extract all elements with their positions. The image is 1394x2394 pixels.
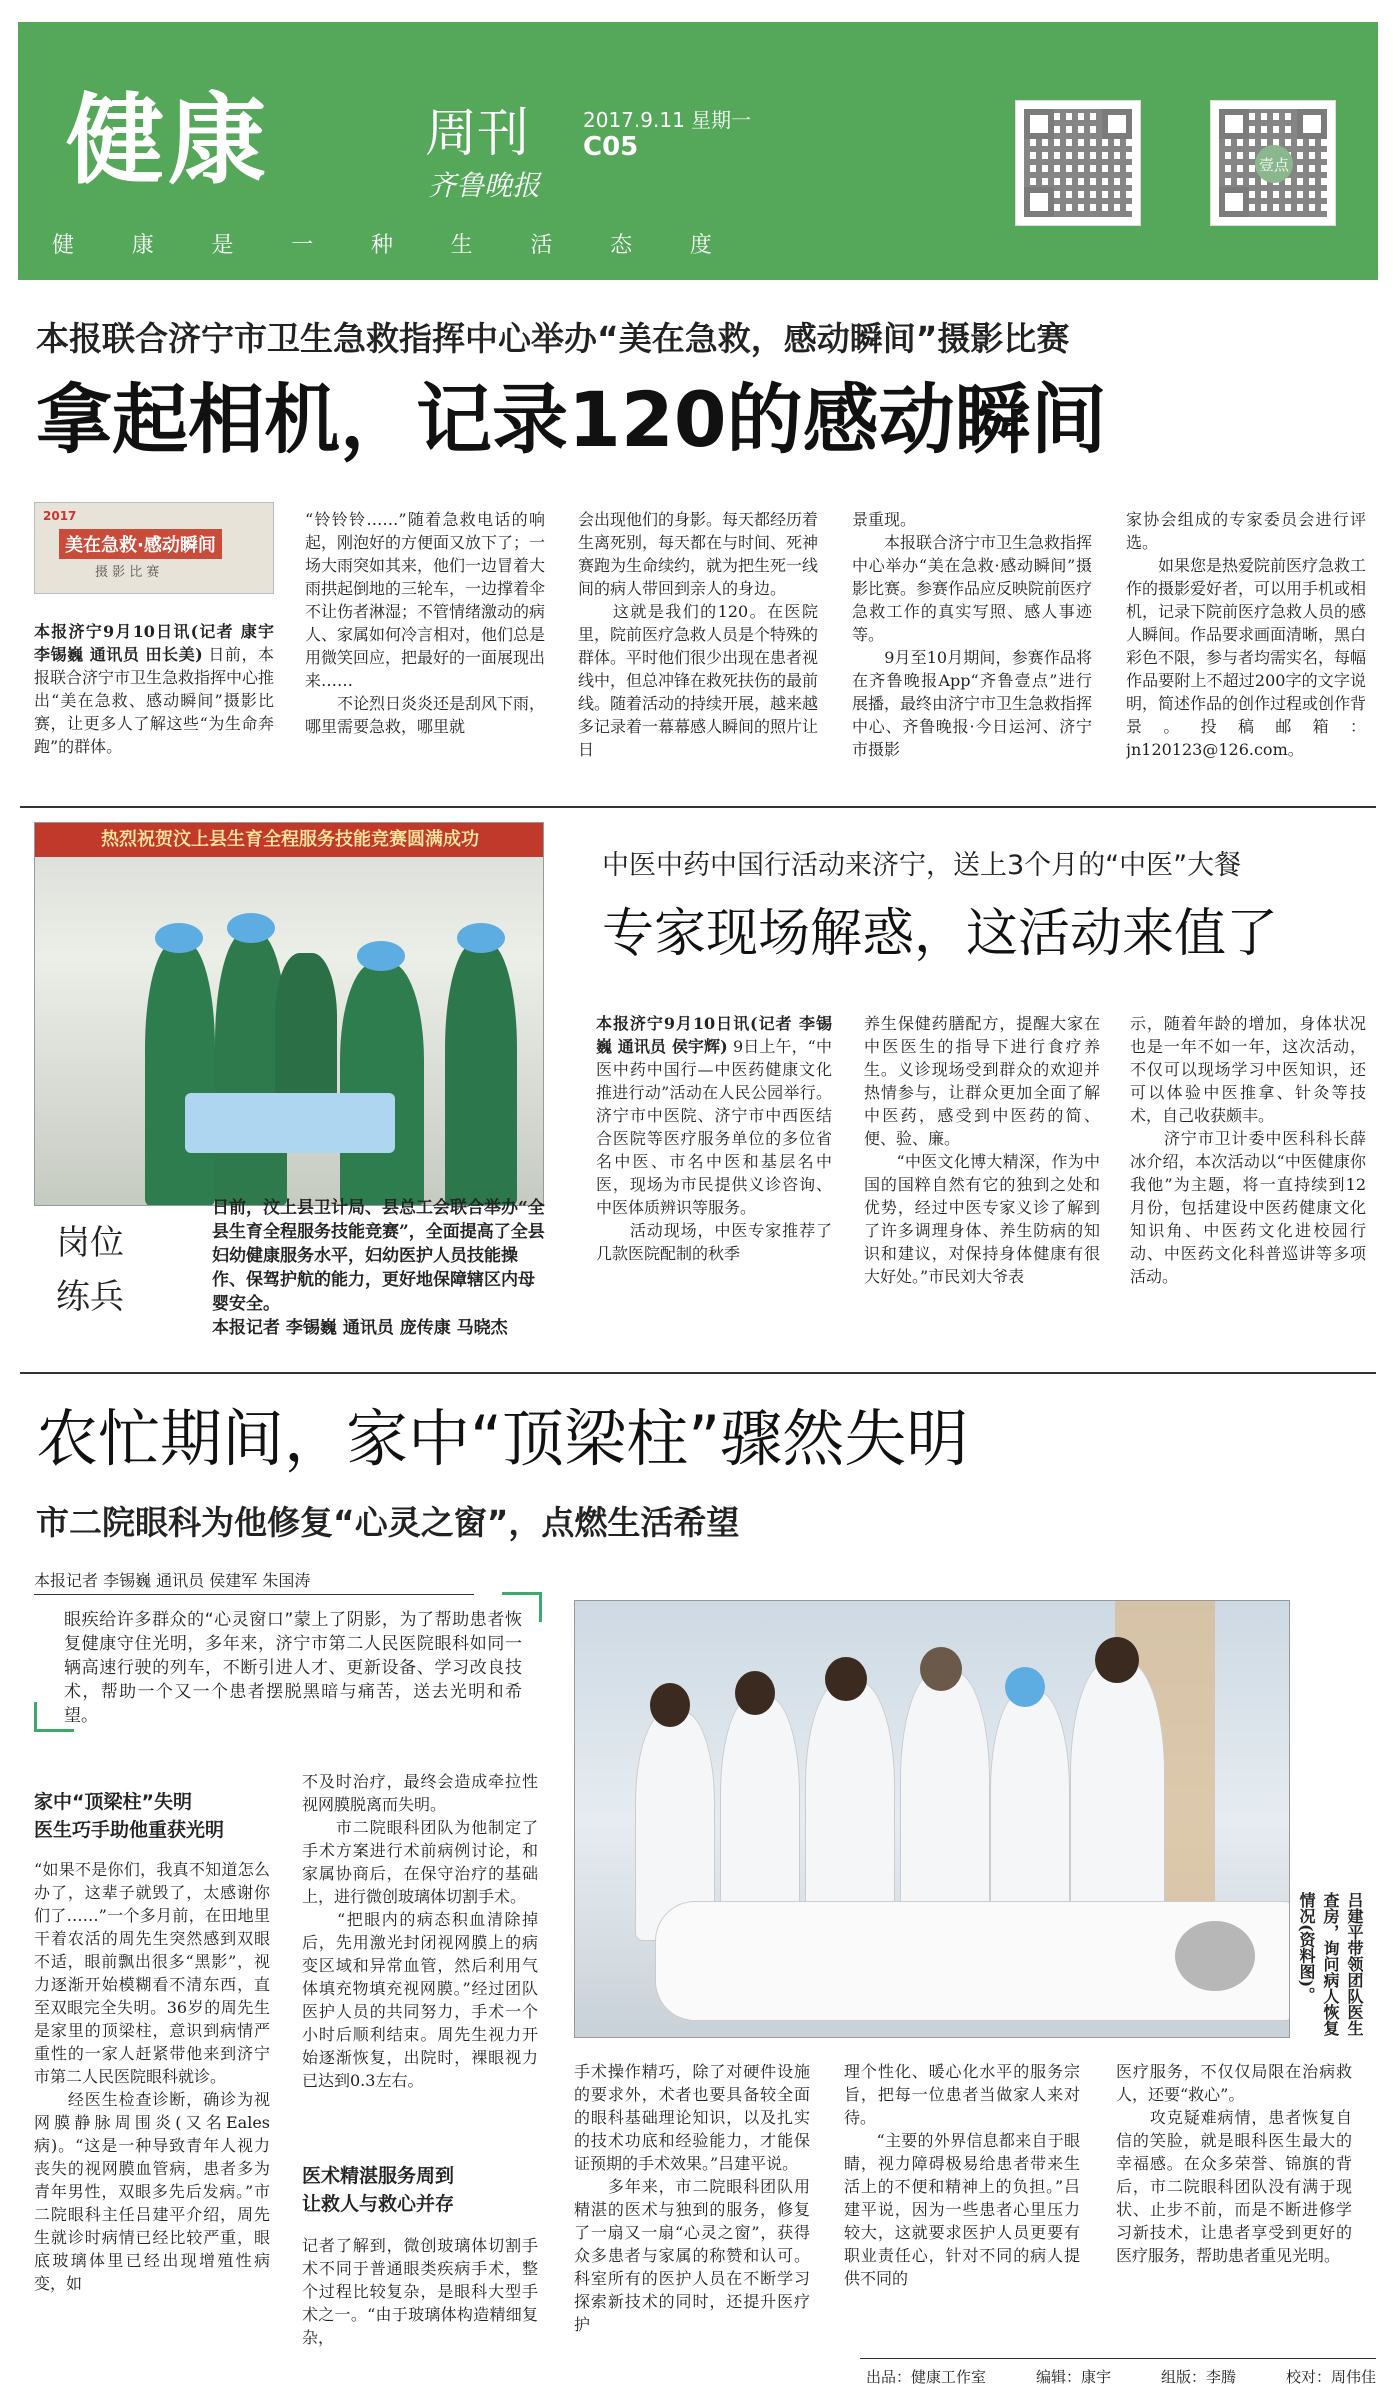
masthead-slogan: 健 康 是 一 种 生 活 态 度 (52, 233, 712, 258)
skills-competition-photo (34, 822, 544, 1206)
qilu-yidian-logo: 壹点 (1255, 145, 1293, 183)
article3-column-4: 理个性化、暖心化水平的服务宗旨，把每一位患者当做家人来对待。 “主要的外界信息都来自于眼睛，视力障碍极易给患者带来生活上的不便和精神上的负担。”吕建平说，因为一些患者心里压力较大，这就要求医护人员更要有职业责任心，针对不同的病人提供不同的 (844, 2062, 1080, 2288)
footer-proof: 校对：周伟佳 (1285, 2368, 1376, 2386)
article3-subhead-2: 医术精湛服务周到 让救人与救心并存 (302, 2165, 455, 2215)
article2-kicker: 中医中药中国行活动来济宁，送上3个月的“中医”大餐 (602, 850, 1242, 881)
article3-subheadline: 市二院眼科为他修复“心灵之窗”，点燃生活希望 (36, 1503, 740, 1542)
photo-banner: 热烈祝贺汶上县生育全程服务技能竞赛圆满成功 (35, 823, 544, 857)
article3-headline: 农忙期间，家中“顶梁柱”骤然失明 (36, 1402, 969, 1475)
article3-column-2: 不及时治疗，最终会造成牵拉性视网膜脱离而失明。 市二院眼科团队为他制定了手术方案进行术前病例讨论，和家属协商后，在保守治疗的基础上，进行微创玻璃体切割手术。 “把眼内的病态积血清除掉后，先用激光封闭视网膜上的病变区域和异常血管，然后利用气体填充物填充视网膜。”经过团队医护人员的共同努力，手术一个小时后顺利结束。周先生视力开始逐渐恢复，出院时，裸眼视力已达到0.3左右。 (302, 1772, 538, 2090)
contest-banner-image: 2017 美在急救·感动瞬间 摄 影 比 赛 (34, 502, 274, 594)
article1-kicker: 本报联合济宁市卫生急救指挥中心举办“美在急救，感动瞬间”摄影比赛 (36, 319, 1070, 358)
article1-column-3: 会出现他们的身影。每天都经历着生离死别，每天都在与时间、死神赛跑为生命续约，就为把生死一线间的病人带回到亲人的身边。 这就是我们的120。在医院里，院前医疗急救人员是个特殊的群体。平时他们很少出现在患者视线中，但总冲锋在救死扶伤的最前线。随着活动的持续开展，越来越多记录着一幕幕感人瞬间的照片让日 (578, 510, 818, 759)
page-number: C05 (583, 132, 639, 162)
photo-section-title: 岗位 练兵 (56, 1223, 124, 1317)
ward-round-caption: 吕建平带领团队医生查房，询问病人恢复情况(资料图)。 (1297, 1892, 1364, 2036)
issue-date: 2017.9.11 星期一 (583, 108, 752, 132)
article2-column-1: 本报济宁9月10日讯(记者 李锡巍 通讯员 侯宇辉) 9日上午，“中医中药中国行—中医药健康文化推进行动”活动在人民公园举行。济宁市中医院、济宁市中西医结合医院等医疗服务单位的多位省名中医、市名中医和基层名中医，现场为市民提供义诊咨询、中医体质辨识等服务。 活动现场，中医专家推荐了几款医院配制的秋季 (596, 1014, 832, 1263)
article1-column-1: 本报济宁9月10日讯(记者 康宇 李锡巍 通讯员 田长美) 日前，本报联合济宁市卫生急救指挥中心推出“美在急救、感动瞬间”摄影比赛，让更多人了解这些“为生命奔跑”的群体。 (34, 622, 274, 756)
article1-column-5: 家协会组成的专家委员会进行评选。 如果您是热爱院前医疗急救工作的摄影爱好者，可以用手机或相机，记录下院前医疗急救人员的感人瞬间。作品要求画面清晰，黑白彩色不限，参与者均需实名，每幅作品要附上不超过200字的文字说明，简述作品的创作过程或创作背景。投稿邮箱：jn120123@126.com。 (1126, 510, 1366, 759)
footer-layout: 组版：李腾 (1160, 2368, 1236, 2386)
article3-column-3: 手术操作精巧，除了对硬件设施的要求外，术者也要具备较全面的眼科基础理论知识，以及扎实的技术功底和经验能力，才能保证预期的手术效果。”吕建平说。 多年来，市二院眼科团队用精湛的医术与独到的服务，修复了一扇又一扇“心灵之窗”，获得众多患者与家属的称赞和认可。科室所有的医护人员在不断学习探索新技术的同时，还提升医疗护 (574, 2062, 810, 2334)
footer-source: 出品：健康工作室 (866, 2368, 987, 2386)
article1-column-2: “铃铃铃……”随着急救电话的响起，刚泡好的方便面又放下了；一场大雨突如其来，他们一边冒着大雨拱起倒地的三轮车，一边撑着伞不让伤者淋湿；不管情绪激动的病人、家属如何冷言相对，他们总是用微笑回应，把最好的一面展现出来…… 不论烈日炎炎还是刮风下雨，哪里需要急救，哪里就 (305, 510, 545, 736)
article1-column-4: 景重现。 本报联合济宁市卫生急救指挥中心举办“美在急救·感动瞬间”摄影比赛。参赛作品应反映院前医疗急救工作的真实写照、感人事迹等。 9月至10月期间，参赛作品将在齐鲁晚报App“齐鲁壹点”进行展播，最终由济宁市卫生急救指挥中心、齐鲁晚报·今日运河、济宁市摄影 (852, 510, 1092, 759)
footer-rule (860, 2358, 1376, 2359)
masthead-paper-name: 齐鲁晚报 (428, 169, 541, 202)
masthead-weekly: 周刊 (425, 104, 530, 164)
qr-code-app[interactable] (1015, 100, 1141, 226)
article1-headline: 拿起相机，记录120的感动瞬间 (36, 375, 1107, 464)
article3-byline: 本报记者 李锡巍 通讯员 侯建军 朱国涛 (34, 1568, 474, 1595)
article2-column-2: 养生保健药膳配方，提醒大家在中医医生的指导下进行食疗养生。义诊现场受到群众的欢迎并热情参与，让群众更加全面了解中医药，感受到中医药的简、便、验、廉。 “中医文化博大精深，作为中国的国粹自然有它的独到之处和优势，经过中医专家义诊了解到了许多调理身体、养生防病的知识和建议，对保持身体健康有很大好处。”市民刘大爷表 (864, 1014, 1100, 1286)
article3-column-2b: 记者了解到，微创玻璃体切割手术不同于普通眼类疾病手术，整个过程比较复杂，是眼科大型手术之一。“由于玻璃体构造精细复杂， (302, 2236, 538, 2347)
article3-column-1: “如果不是你们，我真不知道怎么办了，这辈子就毁了，太感谢你们了……”一个多月前，在田地里干着农活的周先生突然感到双眼不适，眼前飘出很多“黑影”，视力逐渐开始模糊看不清东西，直至双眼完全失明。36岁的周先生是家里的顶梁柱，意识到病情严重性的一家人赶紧带他来到济宁市第二人民医院眼科就诊。 经医生检查诊断，确诊为视网膜静脉周围炎(又名Eales病)。“这是一种导致青年人视力丧失的视网膜血管病，患者多为青年男性，双眼多先后发病。”市二院眼科主任吕建平介绍，周先生就诊时病情已经比较严重，眼底玻璃体里已经出现增殖性病变，如 (34, 1860, 270, 2293)
article2-headline: 专家现场解惑，这活动来值了 (602, 904, 1279, 964)
masthead-title: 健康 (66, 84, 271, 198)
section-divider (20, 806, 1376, 808)
qr-code-wechat[interactable] (1210, 100, 1336, 226)
ward-round-photo (574, 1600, 1290, 2038)
footer-credits (866, 2366, 1376, 2387)
skills-competition-caption: 日前，汶上县卫计局、县总工会联合举办“全县生育全程服务技能竞赛”，全面提高了全县妇幼健康服务水平，妇幼医护人员技能操作、保驾护航的能力，更好地保障辖区内母婴安全。 本报记者 李锡巍 通讯员 庞传康 马晓杰 (212, 1198, 545, 1338)
footer-editor: 编辑：康宇 (1035, 2368, 1111, 2386)
section-divider (20, 1372, 1376, 1374)
article2-column-3: 示，随着年龄的增加，身体状况也是一年不如一年，这次活动，不仅可以现场学习中医知识，还可以体验中医推拿、针灸等技术，自己收获颇丰。 济宁市卫计委中医科科长薛冰介绍，本次活动以“中医健康你我他”为主题，将一直持续到12月份，包括建设中医药健康文化知识角、中医药文化进校园行动、中医药文化科普巡讲等多项活动。 (1130, 1014, 1366, 1286)
article3-intro: 眼疾给许多群众的“心灵窗口”蒙上了阴影，为了帮助患者恢复健康守住光明，多年来，济宁市第二人民医院眼科如同一辆高速行驶的列车，不断引进人才、更新设备、学习改良技术，帮助一个又一个患者摆脱黑暗与痛苦，送去光明和希望。 (64, 1610, 522, 1726)
article3-column-5: 医疗服务，不仅仅局限在治病救人，还要“救心”。 攻克疑难病情，患者恢复自信的笑脸，就是眼科医生最大的幸福感。在众多荣誉、锦旗的背后，市二院眼科团队没有满于现状、止步不前，而是不断进修学习新技术，让患者享受到更好的医疗服务，帮助患者重见光明。 (1116, 2062, 1352, 2265)
article3-subhead-1: 家中“顶梁柱”失明 医生巧手助他重获光明 (34, 1791, 225, 1841)
